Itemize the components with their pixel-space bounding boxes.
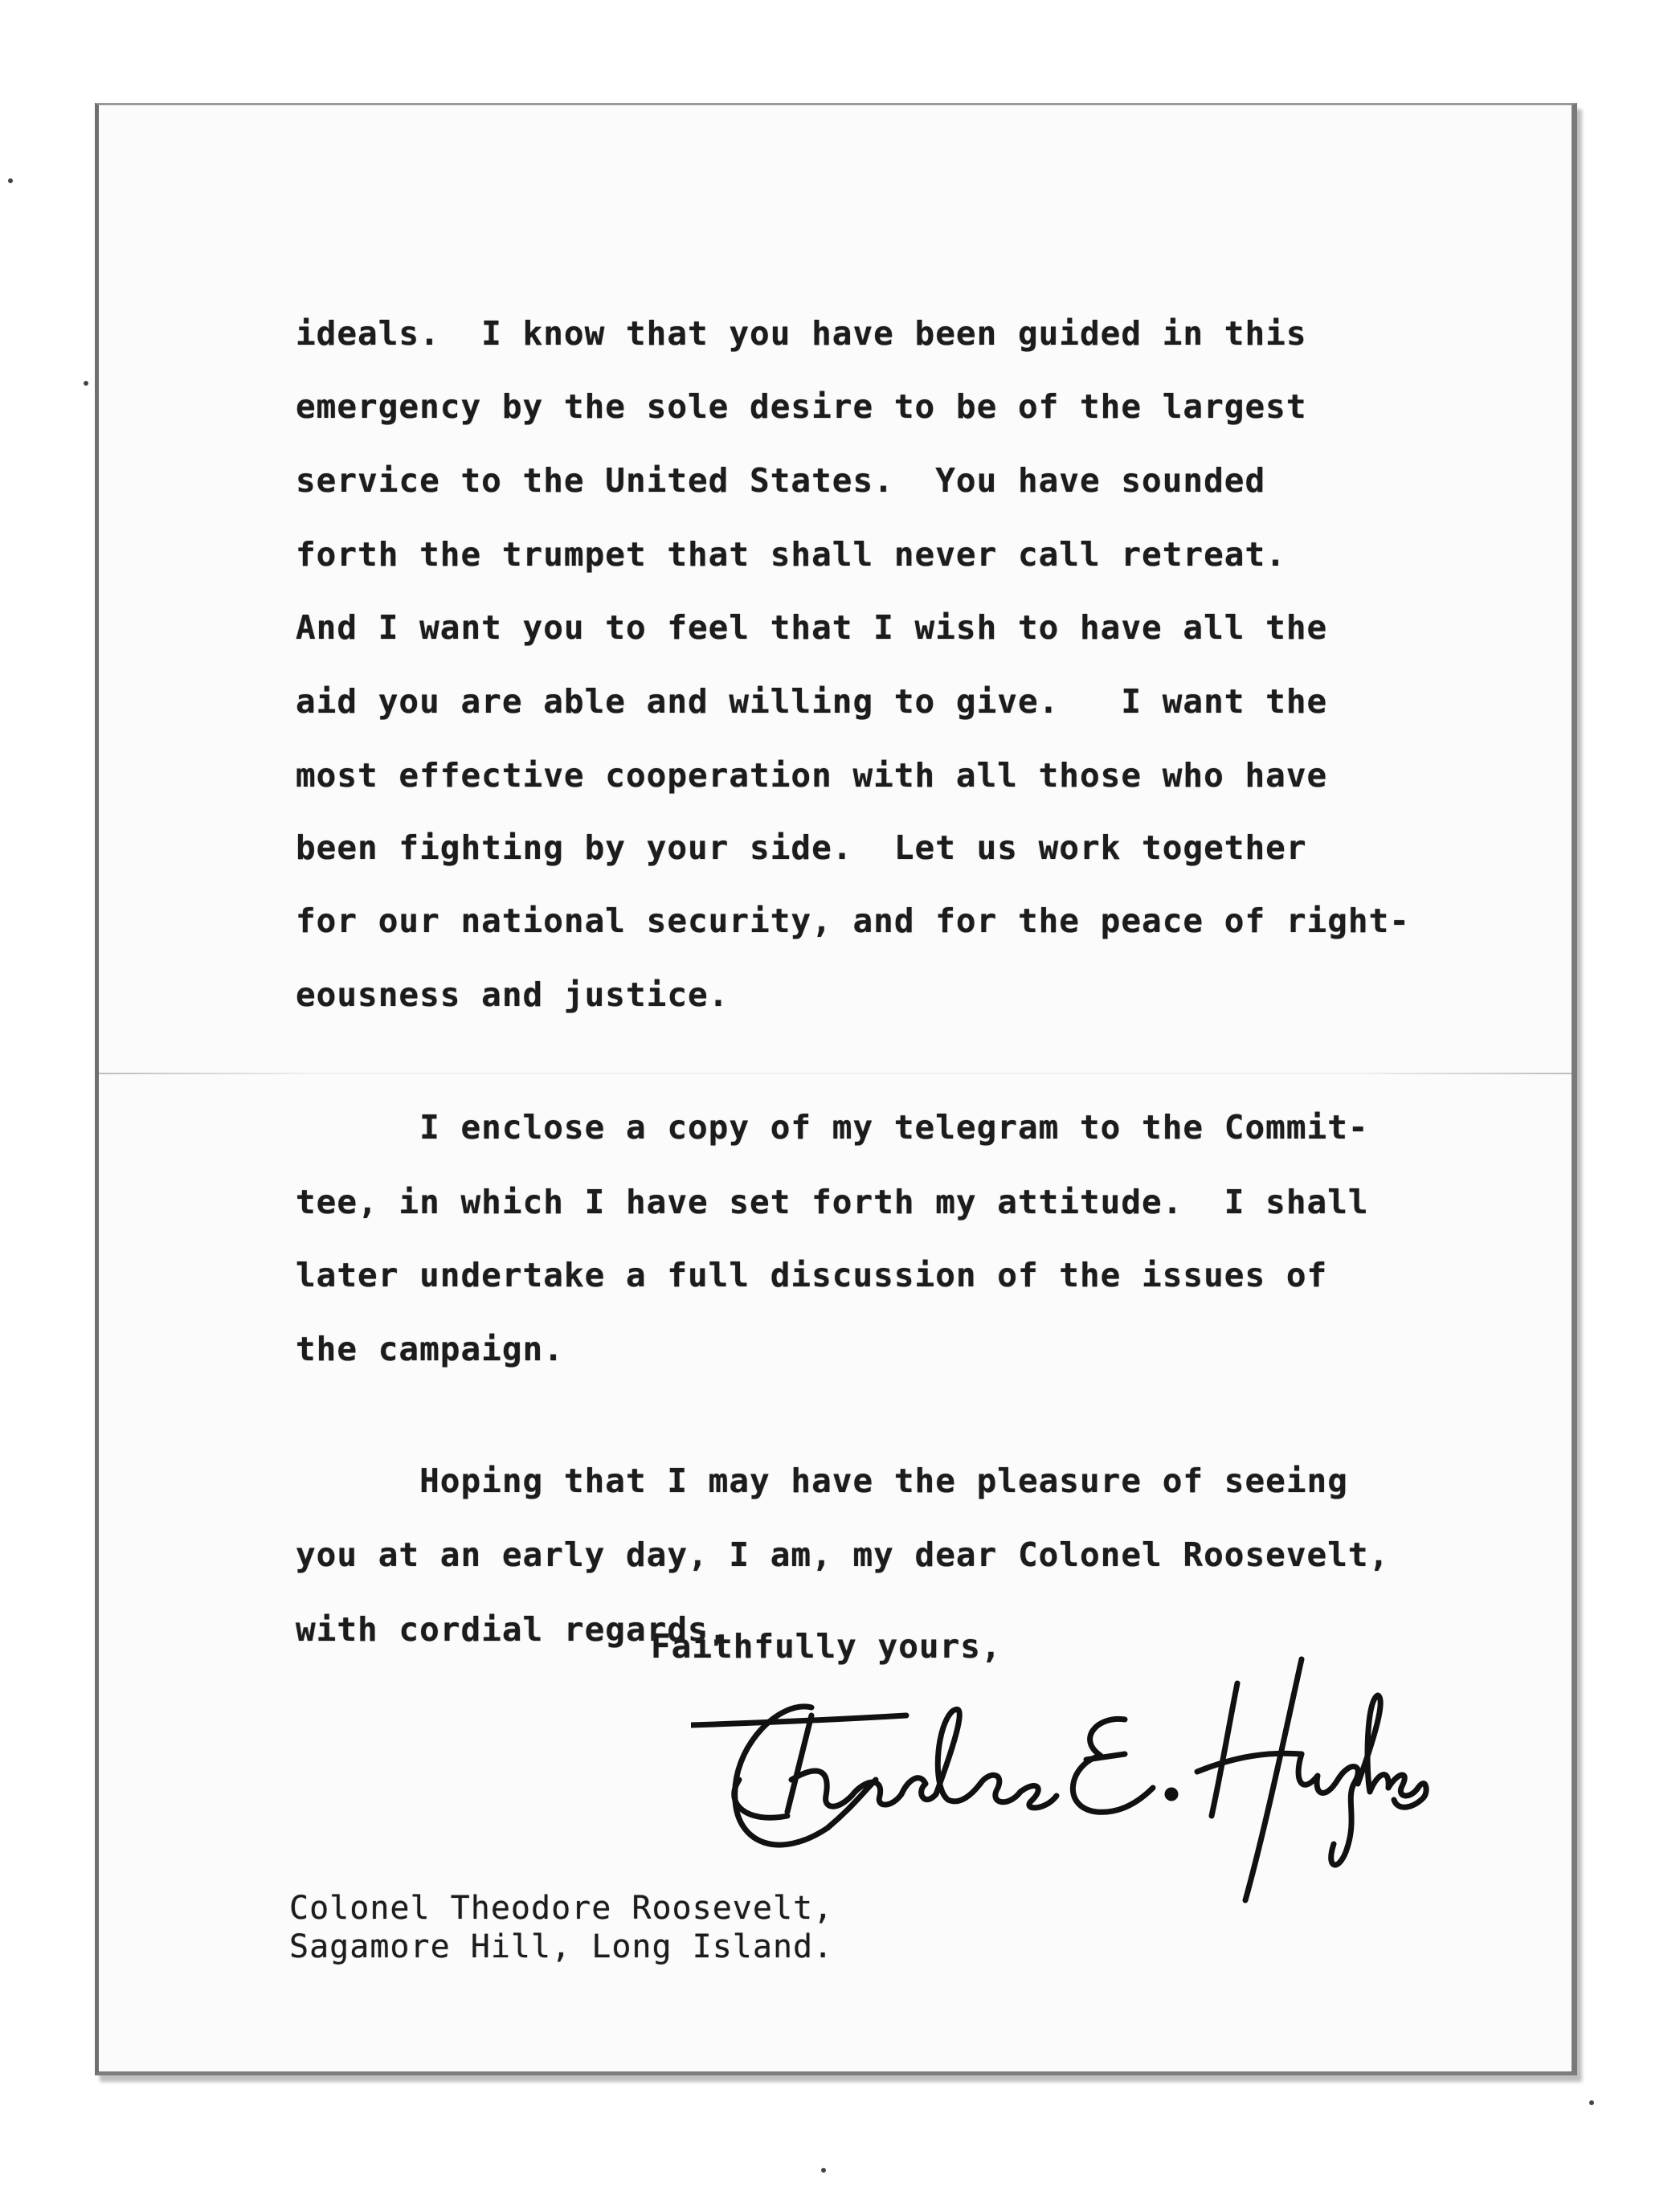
- body-line: ideals. I know that you have been guided in this: [296, 314, 1307, 353]
- page-fold-line: [99, 1073, 1572, 1074]
- signature: [691, 1651, 1430, 1924]
- address-line-recipient: Colonel Theodore Roosevelt,: [289, 1890, 834, 1927]
- body-line: been fighting by your side. Let us work together: [296, 828, 1307, 867]
- body-line: emergency by the sole desire to be of the largest: [296, 387, 1307, 426]
- body-line: And I want you to feel that I wish to have all the: [296, 608, 1328, 647]
- body-line: with cordial regards,: [296, 1610, 730, 1649]
- address-line-location: Sagamore Hill, Long Island.: [289, 1928, 834, 1965]
- body-line: forth the trumpet that shall never call retreat.: [296, 535, 1286, 574]
- body-line: Hoping that I may have the pleasure of seeing: [296, 1462, 1348, 1500]
- closing: Faithfully yours,: [651, 1627, 1002, 1666]
- body-line: service to the United States. You have sounded: [296, 461, 1266, 500]
- body-line: aid you are able and willing to give. I want the: [296, 682, 1328, 721]
- body-line: most effective cooperation with all those who have: [296, 756, 1328, 795]
- dust-speck: [821, 2168, 826, 2173]
- dust-speck: [1589, 2100, 1594, 2105]
- dust-speck: [8, 178, 13, 183]
- body-line: later undertake a full discussion of the issues of: [296, 1256, 1328, 1294]
- body-line: for our national security, and for the peace of right-: [296, 902, 1410, 940]
- body-line: eousness and justice.: [296, 975, 730, 1014]
- body-line: the campaign.: [296, 1330, 564, 1368]
- body-line: you at an early day, I am, my dear Colonel Roosevelt,: [296, 1535, 1390, 1574]
- body-line: tee, in which I have set forth my attitude. I shall: [296, 1183, 1369, 1221]
- body-line: I enclose a copy of my telegram to the Commit-: [296, 1108, 1369, 1147]
- dust-speck: [84, 381, 88, 386]
